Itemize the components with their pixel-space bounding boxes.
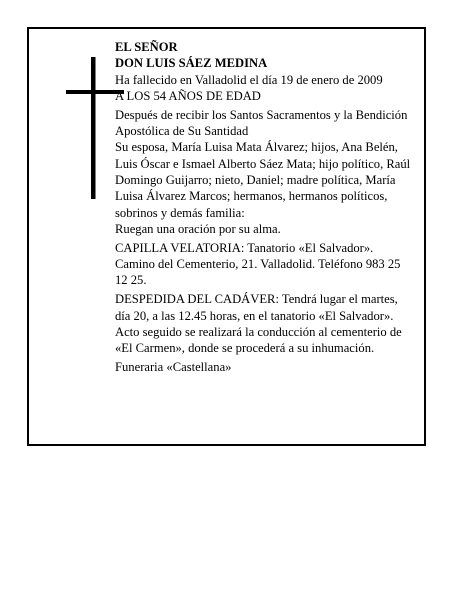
family-paragraph: Su esposa, María Luisa Mata Álvarez; hijos, Ana Belén, Luis Óscar e Ismael Alberto Sáez Mata; hijo político, Raúl Domingo Guijarro; nieto, Daniel; madre política, María Luisa Álvarez Marcos; hermanos, hermanos políticos, sobrinos y demás familia: xyxy=(115,140,411,220)
farewell-label: DESPEDIDA DEL CADÁVER: xyxy=(115,292,279,307)
prayer-line: Ruegan una oración por su alma. xyxy=(115,221,281,236)
notice-text xyxy=(115,39,415,378)
farewell-paragraph xyxy=(115,291,415,356)
notice-title: EL SEÑOR xyxy=(115,40,178,54)
deceased-name: DON LUIS SÁEZ MEDINA xyxy=(115,56,268,71)
obituary-notice xyxy=(27,27,426,446)
funeral-home: Funeraria «Castellana» xyxy=(115,360,232,375)
sacraments-paragraph: Después de recibir los Santos Sacramentos y la Bendición Apostólica de Su Santidad xyxy=(115,107,408,139)
chapel-text: Tanatorio «El Salvador». Camino del Cementerio, 21. Valladolid. Teléfono 983 25 12 25. xyxy=(115,240,401,288)
age-line: A LOS 54 AÑOS DE EDAD xyxy=(115,88,261,103)
farewell-text: Tendrá lugar el martes, día 20, a las 12.45 horas, en el tanatorio «El Salvador». Acto seguido se realizará la conducción al cementerio de «El Carmen», donde se procederá a su inhumación. xyxy=(115,292,402,356)
death-line: Ha fallecido en Valladolid el día 19 de enero de 2009 xyxy=(115,72,383,87)
chapel-label: CAPILLA VELATORIA: xyxy=(115,240,245,255)
chapel-paragraph xyxy=(115,240,415,289)
